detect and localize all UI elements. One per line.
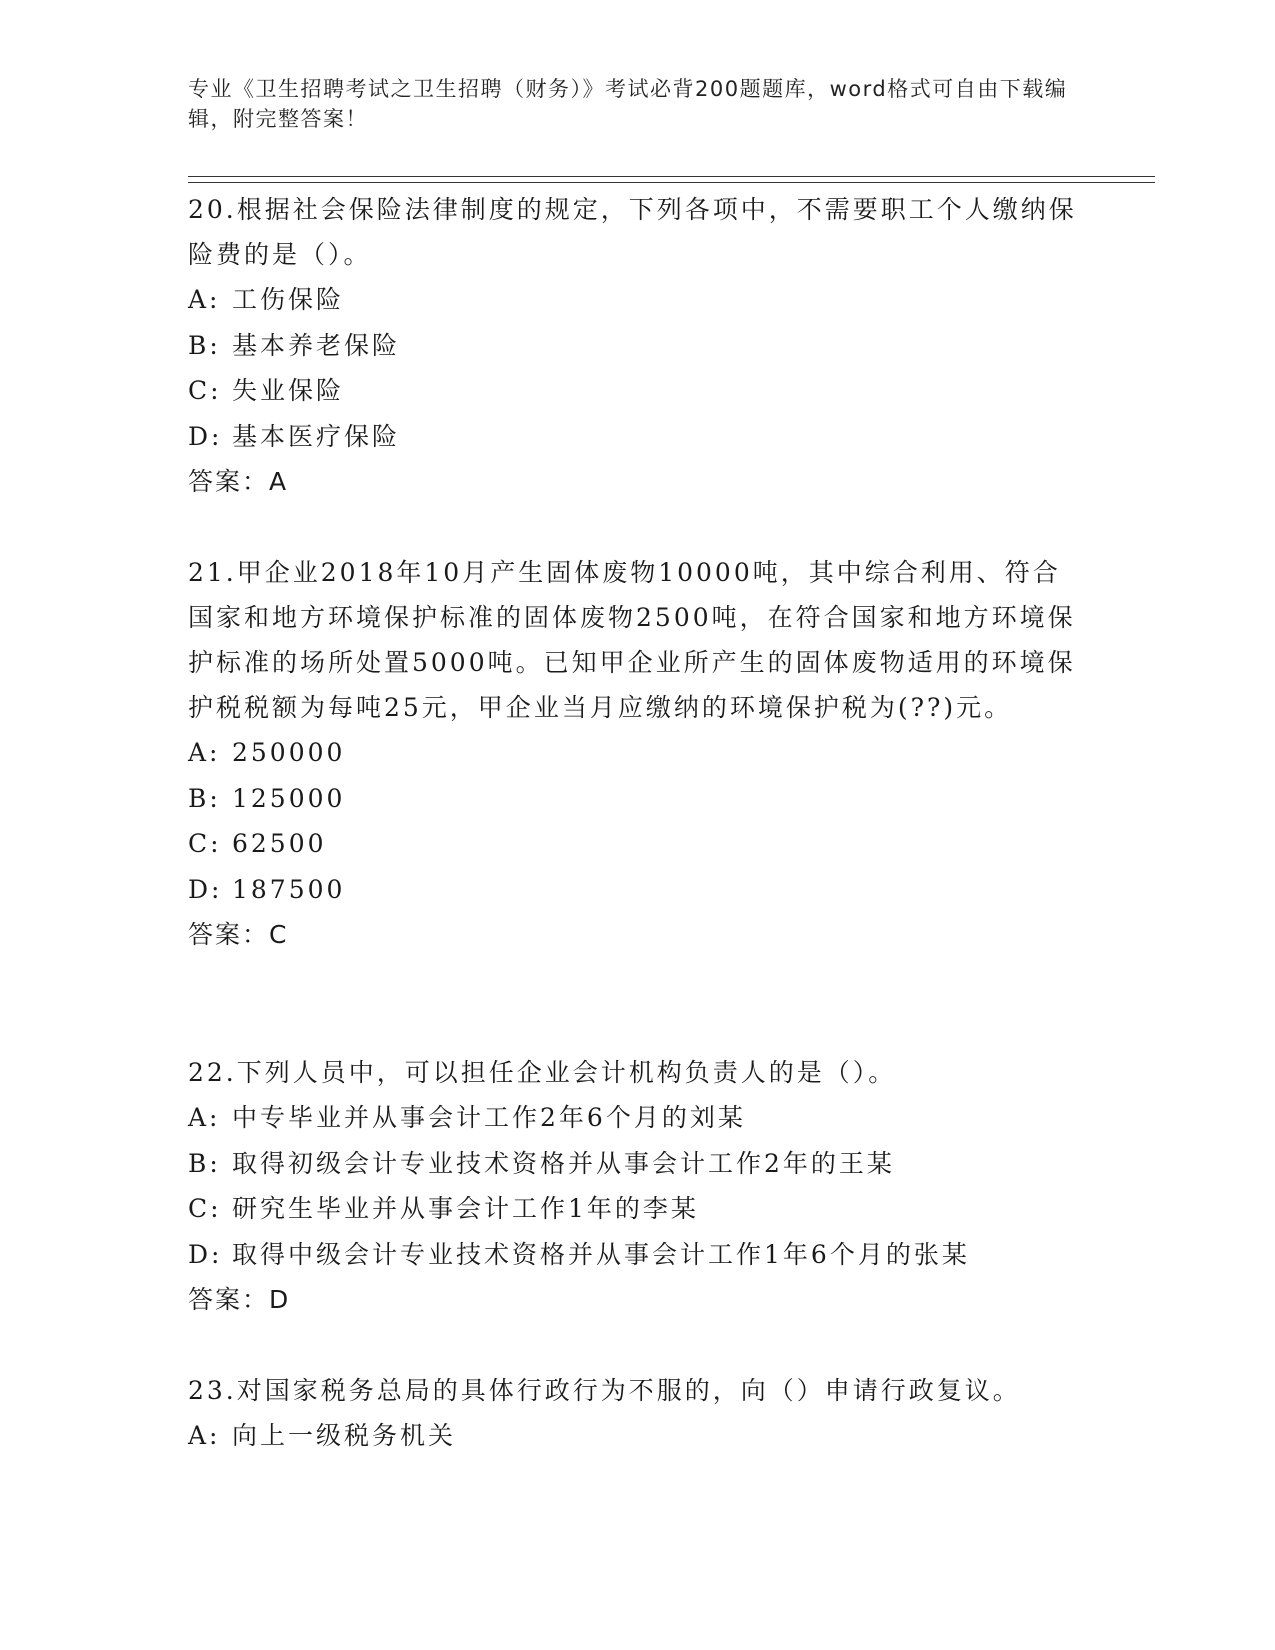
- question-20: [188, 187, 1088, 504]
- option-d: [188, 867, 1088, 913]
- option-b: [188, 323, 1088, 369]
- option-c: [188, 1186, 1088, 1232]
- option-key: B:: [188, 1148, 221, 1178]
- option-text: 187500: [232, 874, 346, 904]
- option-d: [188, 414, 1088, 460]
- option-text: 基本医疗保险: [232, 421, 401, 451]
- header-divider-top: [188, 176, 1155, 177]
- option-key: B:: [188, 783, 221, 813]
- option-text: 取得初级会计专业技术资格并从事会计工作2年的王某: [232, 1148, 895, 1178]
- option-key: D:: [188, 874, 223, 904]
- option-key: A:: [188, 1103, 221, 1132]
- document-header: 专业《卫生招聘考试之卫生招聘（财务）》考试必背200题题库，word格式可自由下载编辑，附完整答案！: [188, 77, 1068, 131]
- option-text: 中专毕业并从事会计工作2年6个月的刘某: [232, 1103, 746, 1132]
- question-text: 23.对国家税务总局的具体行政行为不服的，向（）申请行政复议。: [188, 1376, 1021, 1405]
- option-text: 250000: [232, 738, 346, 767]
- option-c: [188, 821, 1088, 867]
- option-text: 向上一级税务机关: [232, 1421, 457, 1450]
- option-key: C:: [188, 1194, 222, 1223]
- option-a: [188, 1095, 1088, 1141]
- option-c: [188, 368, 1088, 414]
- option-a: [188, 1413, 1088, 1459]
- option-text: 125000: [232, 783, 346, 813]
- option-key: A:: [188, 1421, 221, 1450]
- question-text: 22.下列人员中，可以担任企业会计机构负责人的是（）。: [188, 1058, 897, 1087]
- question-22: [188, 1050, 1088, 1322]
- option-key: A:: [188, 738, 221, 767]
- option-key: B:: [188, 330, 221, 360]
- option-d: [188, 1232, 1088, 1278]
- question-text: 20.根据社会保险法律制度的规定，下列各项中，不需要职工个人缴纳保险费的是（）。: [188, 195, 1077, 269]
- answer: 答案：C: [188, 920, 289, 949]
- option-key: C:: [188, 829, 222, 858]
- option-b: [188, 1141, 1088, 1187]
- option-text: 取得中级会计专业技术资格并从事会计工作1年6个月的张某: [232, 1239, 970, 1269]
- answer: 答案：A: [188, 467, 289, 496]
- question-text: 21.甲企业2018年10月产生固体废物10000吨，其中综合利用、符合国家和地方环境保护标准的固体废物2500吨，在符合国家和地方环境保护标准的场所处置5000吨。已知甲企业所产生的固体废物适用的环境保护税税额为每吨25元，甲企业当月应缴纳的环境保护税为(??)元。: [188, 558, 1076, 722]
- option-text: 失业保险: [232, 376, 345, 405]
- option-b: [188, 776, 1088, 822]
- header-divider-bottom: [188, 182, 1155, 183]
- answer: 答案：D: [188, 1285, 291, 1314]
- option-text: 基本养老保险: [232, 330, 401, 360]
- option-text: 62500: [232, 829, 327, 858]
- question-23: [188, 1368, 1088, 1459]
- option-a: [188, 730, 1088, 776]
- option-text: 研究生毕业并从事会计工作1年的李某: [232, 1194, 699, 1223]
- option-key: D:: [188, 1239, 223, 1269]
- question-21: [188, 550, 1088, 957]
- option-a: [188, 277, 1088, 323]
- option-key: C:: [188, 376, 222, 405]
- option-key: D:: [188, 421, 223, 451]
- option-key: A:: [188, 285, 221, 314]
- option-text: 工伤保险: [232, 285, 345, 314]
